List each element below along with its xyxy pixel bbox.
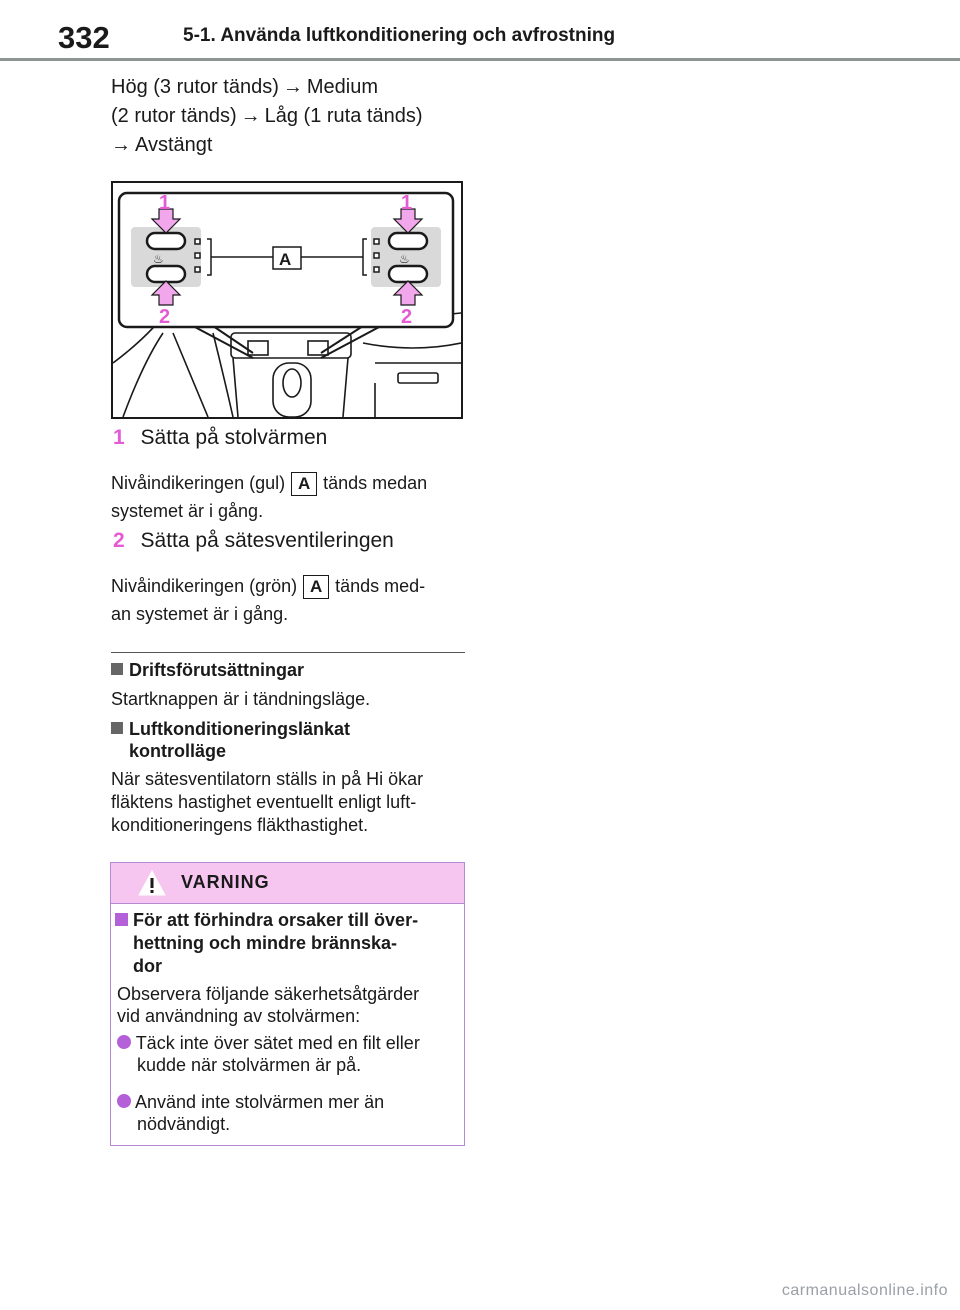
warning-heading — [115, 909, 418, 978]
warning-heading-l2: hettning och mindre brännska- — [133, 933, 398, 953]
note-2-text-l1: När sätesventilatorn ställs in på Hi ökar — [111, 769, 424, 789]
step-1-desc-line1 — [111, 469, 427, 497]
header-rule — [0, 58, 960, 61]
arrow-right-icon: → — [240, 105, 261, 127]
step-1-desc-a: Nivåindikeringen (gul) — [111, 473, 286, 493]
warning-para-l1: Observera följande säkerhetsåtgärder — [117, 984, 420, 1004]
callout-1-left: 1 — [159, 192, 171, 214]
callout-2-right: 2 — [401, 306, 413, 328]
warning-header — [111, 863, 464, 904]
circle-bullet-icon — [117, 1094, 131, 1108]
step-2-desc-b: tänds med- — [335, 576, 426, 596]
note-2-title-l1: Luftkonditioneringslänkat — [129, 719, 351, 739]
warning-box — [110, 862, 465, 1146]
note-2-text-l2: fläktens hastighet eventuellt enligt luft- — [111, 792, 417, 812]
note-2-title-l2: kontrolläge — [129, 741, 227, 761]
intro-line-3 — [111, 131, 212, 160]
warning-heading-l3: dor — [133, 956, 162, 976]
intro-line-1 — [111, 73, 378, 102]
step-2-title — [113, 529, 394, 553]
svg-text:♨: ♨ — [399, 252, 410, 266]
note-2-text — [111, 768, 423, 837]
step-1-desc-line2: systemet är i gång. — [111, 501, 264, 521]
intro-medium-desc: (2 rutor tänds) — [111, 105, 237, 127]
step-1-desc-b: tänds medan — [323, 473, 428, 493]
note-1-title — [111, 656, 304, 684]
warning-triangle-icon — [137, 869, 167, 897]
section-title: 5-1. Använda luftkonditionering och avfrostning — [183, 25, 616, 46]
arrow-right-icon: → — [111, 134, 131, 156]
note-2-text-l3: konditioneringens fläkthastighet. — [111, 815, 369, 835]
note-2-title — [111, 718, 350, 762]
svg-text:♨: ♨ — [153, 252, 164, 266]
warning-paragraph — [117, 983, 419, 1027]
page-number: 332 — [58, 20, 110, 55]
label-a: A — [279, 250, 292, 269]
seat-control-illustration — [111, 181, 463, 419]
intro-high: Hög (3 rutor tänds) — [111, 76, 279, 98]
warning-bullet-1 — [117, 1032, 420, 1076]
warning-bullet-1-l2: kudde när stolvärmen är på. — [137, 1055, 362, 1075]
square-bullet-icon — [111, 663, 123, 675]
intro-medium: Medium — [306, 76, 378, 98]
callout-1-right: 1 — [401, 192, 413, 214]
indicator-a-badge: A — [303, 575, 329, 599]
step-2-desc-a: Nivåindikeringen (grön) — [111, 576, 298, 596]
warning-para-l2: vid användning av stolvärmen: — [117, 1006, 361, 1026]
step-1-number: 1 — [113, 426, 125, 449]
arrow-right-icon: → — [282, 76, 303, 98]
circle-bullet-icon — [117, 1035, 131, 1049]
step-1-label: Sätta på stolvärmen — [140, 426, 328, 449]
step-2-number: 2 — [113, 529, 125, 552]
step-2-label: Sätta på sätesventileringen — [140, 529, 394, 552]
warning-bullet-2 — [117, 1091, 384, 1135]
intro-off: Avstängt — [135, 134, 213, 156]
warning-title: VARNING — [181, 872, 270, 892]
warning-bullet-1-l1: Täck inte över sätet med en filt eller — [135, 1033, 420, 1053]
square-bullet-icon — [111, 722, 123, 734]
intro-line-2 — [111, 102, 422, 131]
callout-2-left: 2 — [159, 306, 171, 328]
square-bullet-icon — [115, 913, 128, 926]
note-1-title-text: Driftsförutsättningar — [129, 660, 304, 680]
step-2-desc-line2: an systemet är i gång. — [111, 604, 289, 624]
warning-bullet-2-l2: nödvändigt. — [137, 1114, 231, 1134]
section-divider — [111, 652, 465, 653]
intro-low: Låg (1 ruta tänds) — [264, 105, 423, 127]
watermark: carmanualsonline.info — [781, 1282, 948, 1299]
note-1-text: Startknappen är i tändningsläge. — [111, 689, 371, 709]
dashboard-drawing — [113, 183, 461, 417]
step-2-desc-line1 — [111, 572, 425, 600]
step-1-title — [113, 426, 327, 450]
warning-bullet-2-l1: Använd inte stolvärmen mer än — [135, 1092, 385, 1112]
indicator-a-badge: A — [291, 472, 317, 496]
warning-heading-l1: För att förhindra orsaker till över- — [133, 910, 419, 930]
